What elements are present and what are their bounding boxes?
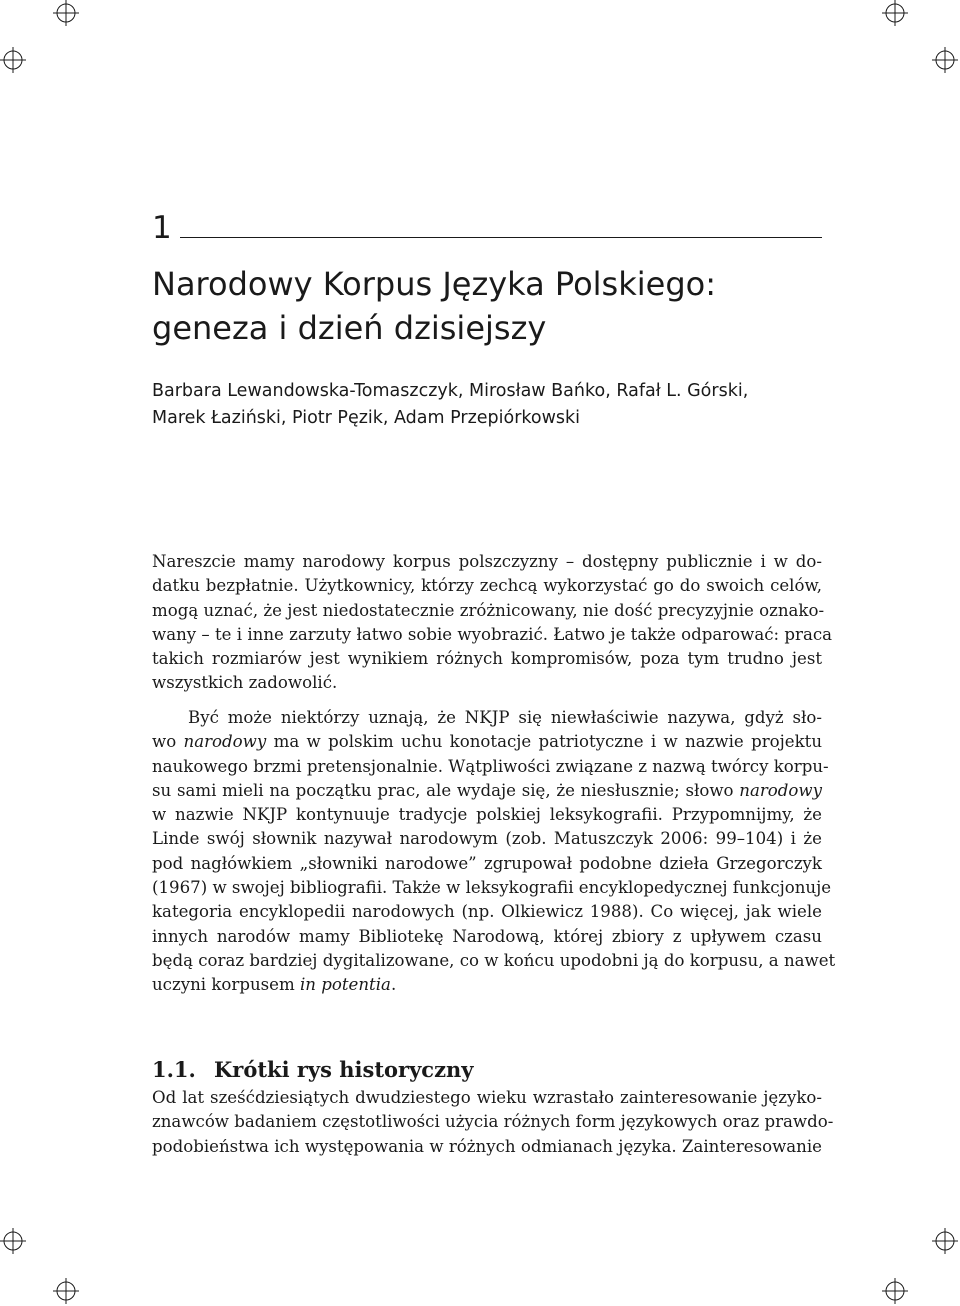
text-line: innych narodów mamy Bibliotekę Narodową, której zbiory z upływem czasu [152,926,822,946]
paragraph-national-name [152,706,836,998]
registration-mark-icon [932,1228,958,1254]
registration-mark-icon [0,47,26,73]
text-line: naukowego brzmi pretensjonalnie. Wątpliwości związane z nazwą twórcy korpu- [152,756,829,776]
text-line: datku bezpłatnie. Użytkownicy, którzy zechcą wykorzystać go do swoich celów, [152,576,822,596]
chapter-authors [152,378,842,432]
text-line: mogą uznać, że jest niedostatecznie zróżnicowany, nie dość precyzyjnie oznako- [152,600,825,620]
text-line: Linde swój słownik nazywał narodowym (zob. Matuszczyk 2006: 99–104) i że [152,829,822,849]
registration-mark-icon [53,0,79,26]
chapter-rule [180,237,822,238]
text-line: w nazwie NKJP kontynuuje tradycje polskiej leksykografii. Przypomnijmy, że [152,805,822,825]
text-line: Być może niektórzy uznają, że NKJP się niewłaściwie nazywa, gdyż sło- [188,708,822,727]
text-line: podobieństwa ich występowania w różnych odmianach języka. Zainteresowanie [152,1136,822,1156]
chapter-title [152,262,842,350]
authors-line: Barbara Lewandowska-Tomaszczyk, Mirosław Bańko, Rafał L. Górski, [152,381,749,401]
section-heading [152,1053,822,1087]
italic-term: narodowy [183,732,267,752]
chapter-title-line: geneza i dzień dzisiejszy [152,309,547,347]
text-line: będą coraz bardziej dygitalizowane, co w końcu upodobni ją do korpusu, a nawet [152,950,836,970]
chapter-number: 1 [152,210,172,246]
text-line: Nareszcie mamy narodowy korpus polszczyzny – dostępny publicznie i w do- [152,552,822,571]
text-line: wo narodowy ma w polskim uchu konotacje patriotyczne i w nazwie projektu [152,732,823,752]
section-title: Krótki rys historyczny [214,1057,474,1083]
italic-term: narodowy [739,780,822,800]
text-line: wszystkich zadowolić. [152,673,338,693]
paragraph-history [152,1086,834,1159]
registration-mark-icon [53,1278,79,1304]
registration-mark-icon [932,47,958,73]
registration-mark-icon [0,1228,26,1254]
paragraph-intro [152,550,833,696]
section-number: 1.1. [152,1057,196,1083]
text-line: wany – te i inne zarzuty łatwo sobie wyobrazić. Łatwo je także odparować: praca [152,624,833,644]
registration-mark-icon [882,1278,908,1304]
text-line: su sami mieli na początku prac, ale wydaje się, że niesłusznie; słowo narodowy [152,780,822,800]
authors-line: Marek Łaziński, Piotr Pęzik, Adam Przepiórkowski [152,408,581,428]
chapter-number-row [152,208,822,248]
text-line: kategoria encyklopedii narodowych (np. Olkiewicz 1988). Co więcej, jak wiele [152,902,822,922]
text-line: Od lat sześćdziesiątych dwudziestego wieku wzrastało zainteresowanie języko- [152,1088,822,1107]
text-line: takich rozmiarów jest wynikiem różnych kompromisów, poza tym trudno jest [152,649,822,669]
registration-mark-icon [882,0,908,26]
chapter-title-line: Narodowy Korpus Języka Polskiego: [152,265,716,303]
text-line: (1967) w swojej bibliografii. Także w leksykografii encyklopedycznej funkcjonuje [152,878,832,898]
text-line: uczyni korpusem in potentia. [152,975,397,995]
italic-term: in potentia [300,975,391,995]
text-line: znawców badaniem częstotliwości użycia różnych form językowych oraz prawdo- [152,1112,834,1132]
text-line: pod nagłówkiem „słowniki narodowe” zgrupował podobne dzieła Grzegorczyk [152,853,822,873]
